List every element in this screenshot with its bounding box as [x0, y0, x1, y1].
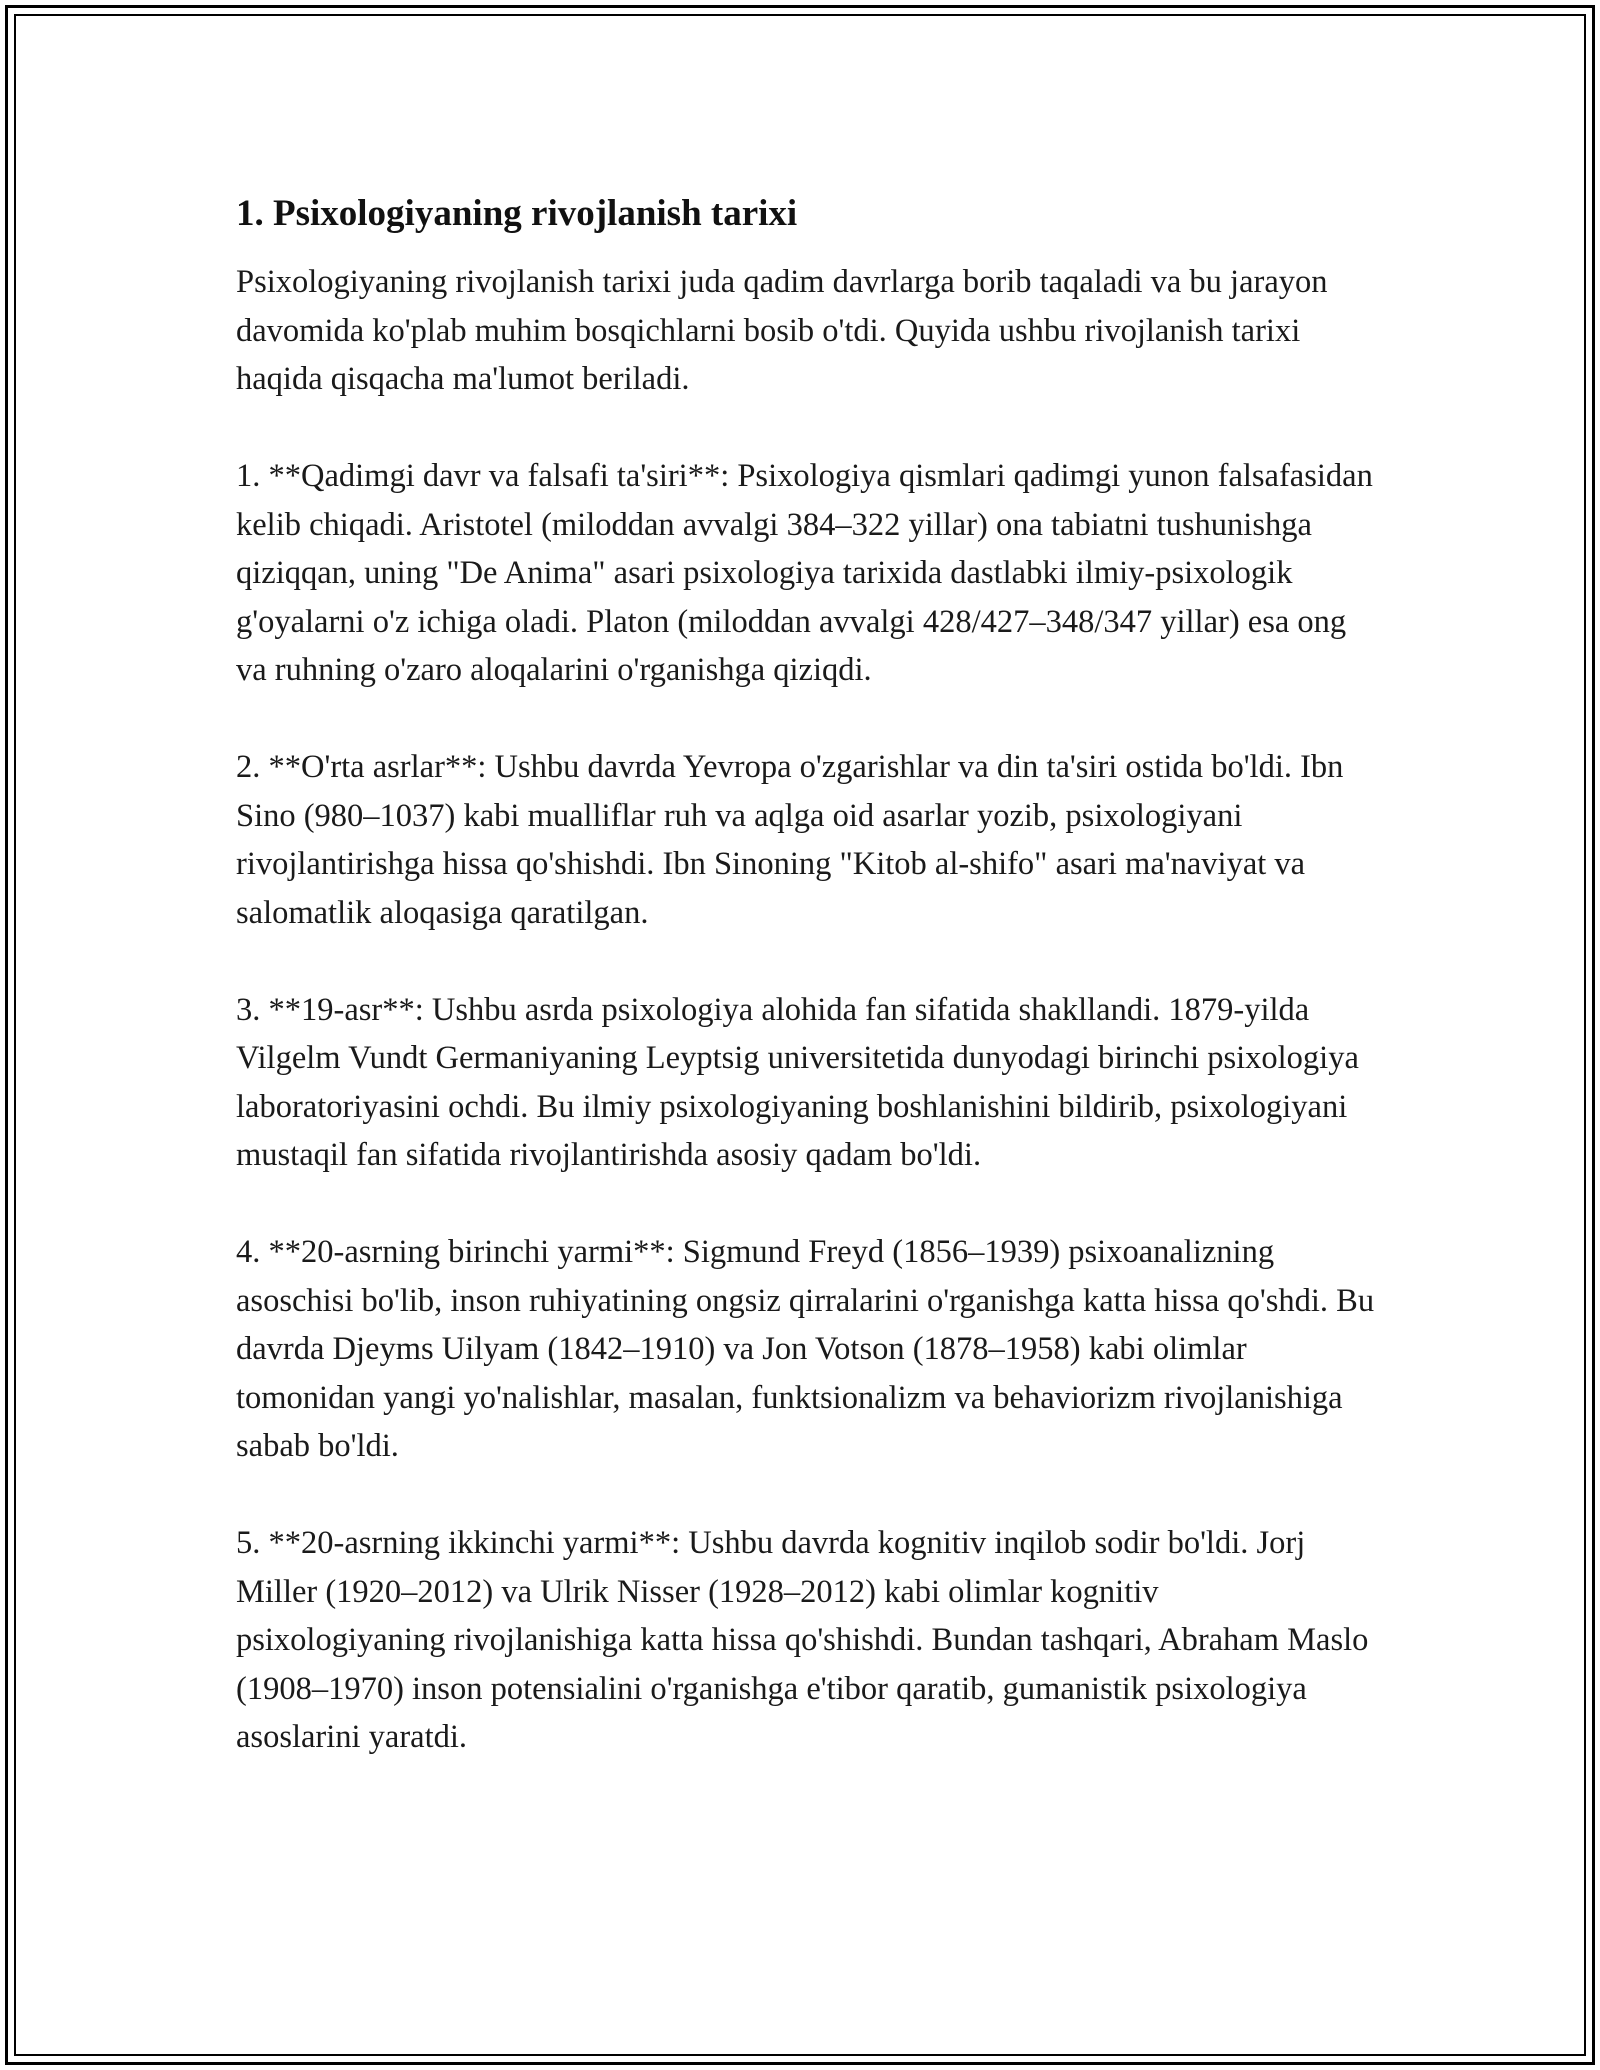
document-title: 1. Psixologiyaning rivojlanish tarixi: [236, 193, 798, 234]
paragraph-middle-ages: 2. **O'rta asrlar**: Ushbu davrda Yevropa o'zgarishlar va din ta'siri ostida bo'ldi. Ibn Sino (980–1037) kabi mualliflar ruh va aqlga oid asarlar yozib, psixologiyani rivojlantirishga hissa qo'shishdi. Ibn Sinoning "Kitob al-shifo" asari ma'naviyat va salomatlik aloqasiga qaratilgan.: [236, 749, 1344, 931]
paragraph-20th-century-second-half: 5. **20-asrning ikkinchi yarmi**: Ushbu davrda kognitiv inqilob sodir bo'ldi. Jorj Miller (1920–2012) va Ulrik Nisser (1928–2012) kabi olimlar kognitiv psixologiyaning rivojlanishiga katta hissa qo'shishdi. Bundan tashqari, Abraham Maslo (1908–1970) inson potensialini o'rganishga e'tibor qaratib, gumanistik psixologiya asoslarini yaratdi.: [236, 1525, 1369, 1755]
paragraph-ancient-period: 1. **Qadimgi davr va falsafi ta'siri**: Psixologiya qismlari qadimgi yunon falsafasidan kelib chiqadi. Aristotel (miloddan avvalgi 384–322 yillar) ona tabiatni tushunishga qiziqqan, uning "De Anima" asari psixologiya tarixida dastlabki ilmiy-psixologik g'oyalarni o'z ichiga oladi. Platon (miloddan avvalgi 428/427–348/347 yillar) esa ong va ruhning o'zaro aloqalarini o'rganishga qiziqdi.: [236, 458, 1373, 688]
intro-paragraph: Psixologiyaning rivojlanish tarixi juda qadim davrlarga borib taqaladi va bu jarayon davomida ko'plab muhim bosqichlarni bosib o'tdi. Quyida ushbu rivojlanish tarixi haqida qisqacha ma'lumot beriladi.: [236, 264, 1328, 397]
paragraph-19th-century: 3. **19-asr**: Ushbu asrda psixologiya alohida fan sifatida shakllandi. 1879-yilda Vilgelm Vundt Germaniyaning Leyptsig universitetida dunyodagi birinchi psixologiya laboratoriyasini ochdi. Bu ilmiy psixologiyaning boshlanishini bildirib, psixologiyani mustaqil fan sifatida rivojlantirishda asosiy qadam bo'ldi.: [236, 991, 1359, 1173]
document-body: [236, 190, 1376, 1810]
paragraph-20th-century-first-half: 4. **20-asrning birinchi yarmi**: Sigmund Freyd (1856–1939) psixoanalizning asoschisi bo'lib, inson ruhiyatining ongsiz qirralarini o'rganishga katta hissa qo'shdi. Bu davrda Djeyms Uilyam (1842–1910) va Jon Votson (1878–1958) kabi olimlar tomonidan yangi yo'nalishlar, masalan, funktsionalizm va behaviorizm rivojlanishiga sabab bo'ldi.: [236, 1234, 1375, 1464]
